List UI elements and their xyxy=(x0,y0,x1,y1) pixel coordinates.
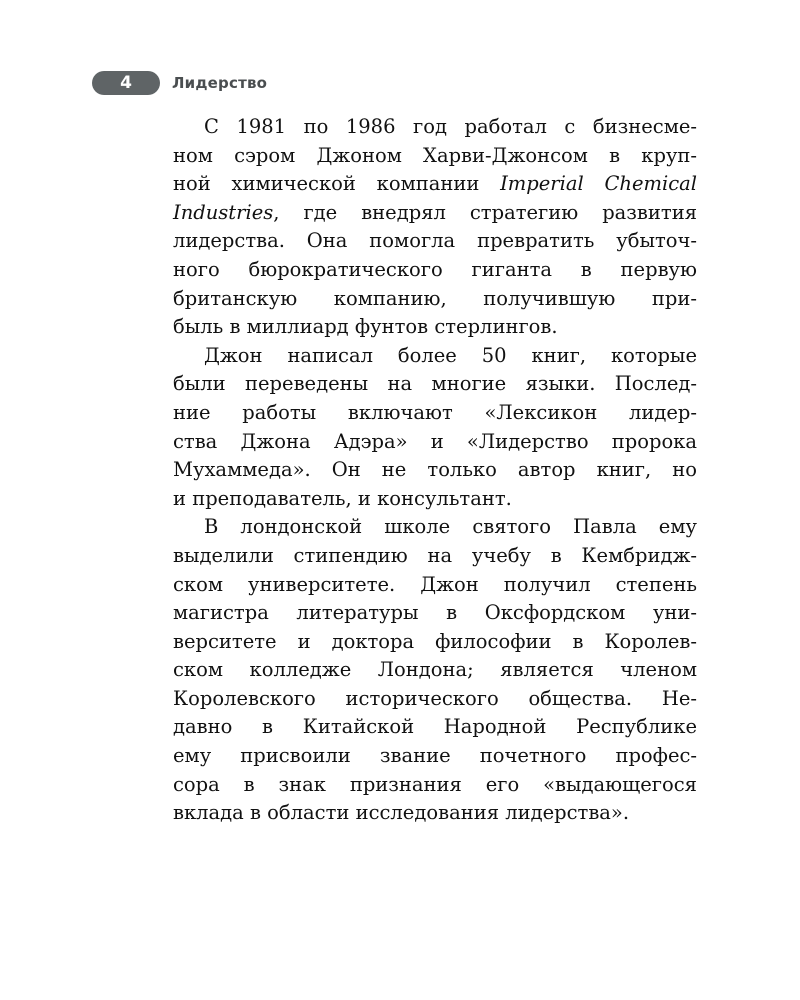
text-run: , где внедрял стратегию развития xyxy=(273,200,697,224)
text-line: ства Джона Адэра» и «Лидерство пророка xyxy=(173,429,697,453)
text-line: быль в миллиард фунтов стерлингов. xyxy=(173,315,558,339)
text-line: Королевского исторического общества. Не- xyxy=(173,686,697,710)
running-header xyxy=(92,70,267,96)
text-run: ной химической компании xyxy=(173,172,501,196)
text-line: Мухаммеда». Он не только автор книг, но xyxy=(173,458,697,482)
text-line: Джон написал более 50 книг, которые xyxy=(204,343,697,367)
text-line: были переведены на многие языки. Послед- xyxy=(173,372,697,396)
text-line: давно в Китайской Народной Республике xyxy=(173,715,697,739)
text-line: вклада в области исследования лидерства». xyxy=(173,801,630,825)
text-line: ему присвоили звание почетного профес- xyxy=(173,744,697,768)
text-line: сора в знак признания его «выдающегося xyxy=(173,772,697,796)
text-line: лидерства. Она помогла превратить убыточ- xyxy=(173,229,697,253)
running-section-title: Лидерство xyxy=(172,74,268,92)
text-line: ском колледже Лондона; является членом xyxy=(173,658,697,682)
body-text xyxy=(173,113,697,828)
page-number-badge: 4 xyxy=(92,71,160,95)
text-line xyxy=(173,170,697,199)
text-line: ние работы включают «Лексикон лидер- xyxy=(173,400,697,424)
text-line: ном сэром Джоном Харви-Джонсом в круп- xyxy=(173,143,697,167)
text-line: выделили стипендию на учебу в Кембридж- xyxy=(173,543,697,567)
text-line: В лондонской школе святого Павла ему xyxy=(204,515,697,539)
text-line: ском университете. Джон получил степень xyxy=(173,572,697,596)
text-line: ного бюрократического гиганта в первую xyxy=(173,257,697,281)
text-line: британскую компанию, получившую при- xyxy=(173,286,697,310)
text-line: верситете и доктора философии в Королев- xyxy=(173,629,697,653)
text-line xyxy=(173,199,697,228)
text-line: магистра литературы в Оксфордском уни- xyxy=(173,601,697,625)
company-name-italic: Industries xyxy=(173,200,274,224)
text-line: и преподаватель, и консультант. xyxy=(173,486,512,510)
text-line: С 1981 по 1986 год работал с бизнесме- xyxy=(204,115,697,138)
company-name-italic: Imperial Chemical xyxy=(500,172,697,196)
